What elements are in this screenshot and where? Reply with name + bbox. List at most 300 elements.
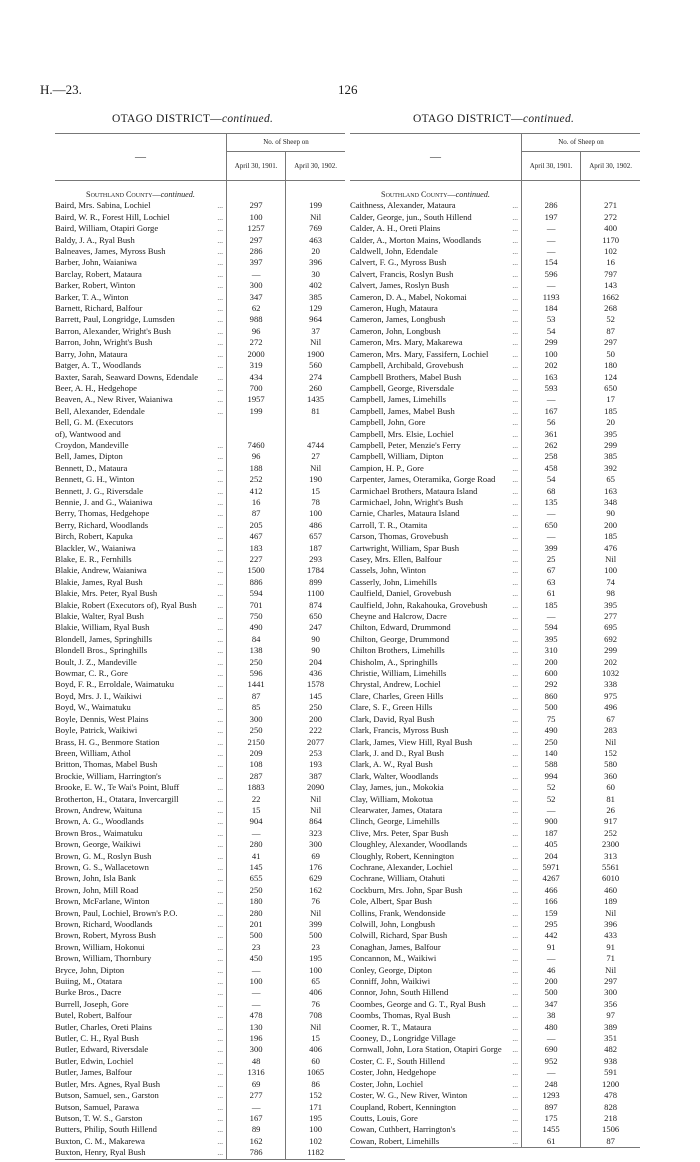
table-row xyxy=(55,1022,345,1033)
sheep-1902: 463 xyxy=(286,235,345,246)
sheep-1901: 1193 xyxy=(522,292,581,303)
owner-name: Baxter, Sarah, Seaward Downs, Edendale xyxy=(55,371,199,382)
leader-dots: ... xyxy=(512,1056,518,1066)
table-row xyxy=(350,965,640,976)
sheep-1902: 152 xyxy=(286,1090,345,1101)
sheep-1901: 600 xyxy=(522,668,581,679)
sheep-1901: 202 xyxy=(522,360,581,371)
owner-name: Coster, John, Lochiel xyxy=(350,1078,424,1089)
owner-name: Bennett, J. G., Riversdale xyxy=(55,485,144,496)
sheep-1901: 201 xyxy=(227,919,286,930)
sheep-1901: 295 xyxy=(522,919,581,930)
owner-name: Cochrane, Alexander, Lochiel xyxy=(350,861,453,872)
owner-name: Coupland, Robert, Kennington xyxy=(350,1101,456,1112)
table-row xyxy=(55,668,345,679)
table-row xyxy=(350,987,640,998)
owner-name: Baird, W. R., Forest Hill, Lochiel xyxy=(55,211,170,222)
leader-dots: ... xyxy=(217,1034,223,1044)
owner-name: Brown, G. M., Roslyn Bush xyxy=(55,850,152,861)
owner-name: Butler, Mrs. Agnes, Ryal Bush xyxy=(55,1078,161,1089)
sheep-1902: Nil xyxy=(581,737,640,748)
sheep-1902: 1065 xyxy=(286,1067,345,1078)
owner-name: Clark, Francis, Myross Bush xyxy=(350,725,449,736)
leader-dots: ... xyxy=(512,269,518,279)
sheep-1902: 15 xyxy=(286,1033,345,1044)
sheep-1901: 500 xyxy=(522,987,581,998)
table-row xyxy=(350,200,640,211)
sheep-count-header: No. of Sheep on xyxy=(522,134,641,152)
leader-dots: ... xyxy=(512,486,518,496)
table-row xyxy=(55,634,345,645)
table-row xyxy=(350,417,640,428)
sheep-1902: 65 xyxy=(286,976,345,987)
sheep-1901: — xyxy=(522,1067,581,1078)
table-row xyxy=(350,520,640,531)
sheep-1902: 102 xyxy=(581,246,640,257)
owner-name: Butel, Robert, Balfour xyxy=(55,1010,132,1021)
sheep-1902: 1032 xyxy=(581,668,640,679)
table-row xyxy=(350,691,640,702)
owner-name: Carmichael, John, Wright's Bush xyxy=(350,496,463,507)
sheep-1901: 197 xyxy=(522,212,581,223)
sheep-1902: 2300 xyxy=(581,839,640,850)
owner-name: Coombs, Thomas, Ryal Bush xyxy=(350,1010,451,1021)
sheep-1902: 102 xyxy=(286,1136,345,1147)
leader-dots: ... xyxy=(217,669,223,679)
table-row xyxy=(350,919,640,930)
owner-name: Chisholm, A., Springhills xyxy=(350,656,438,667)
sheep-1901: 594 xyxy=(522,622,581,633)
sheep-1902: 975 xyxy=(581,691,640,702)
sheep-1902: 90 xyxy=(581,508,640,519)
leader-dots: ... xyxy=(217,406,223,416)
section-spacer xyxy=(522,181,581,201)
sheep-1901: 588 xyxy=(522,759,581,770)
left-table-body xyxy=(55,134,345,1160)
table-row xyxy=(350,930,640,941)
table-row xyxy=(350,1124,640,1135)
table-row xyxy=(55,246,345,257)
table-row xyxy=(350,885,640,896)
sheep-1902: 1170 xyxy=(581,235,640,246)
owner-name: Collins, Frank, Wendonside xyxy=(350,907,446,918)
sheep-1901: 167 xyxy=(522,406,581,417)
sheep-1901: 200 xyxy=(522,657,581,668)
owner-name: Conniff, John, Waikiwi xyxy=(350,976,431,987)
leader-dots: ... xyxy=(512,805,518,815)
table-row xyxy=(350,565,640,576)
sheep-1902: 874 xyxy=(286,600,345,611)
leader-dots: ... xyxy=(512,258,518,268)
sheep-1901: 1455 xyxy=(522,1124,581,1135)
sheep-1902: 385 xyxy=(581,451,640,462)
sheep-1901: 310 xyxy=(522,645,581,656)
leader-dots: ... xyxy=(512,737,518,747)
sheep-1902: 20 xyxy=(581,417,640,428)
owner-name: Baird, William, Otapiri Gorge xyxy=(55,223,159,234)
leader-dots: ... xyxy=(512,908,518,918)
sheep-1902: 400 xyxy=(581,223,640,234)
sheep-count-header: No. of Sheep on xyxy=(227,134,346,152)
sheep-1901: 167 xyxy=(227,1113,286,1124)
sheep-1901: 988 xyxy=(227,314,286,325)
sheep-1902: 297 xyxy=(581,976,640,987)
leader-dots: ... xyxy=(512,680,518,690)
leader-dots: ... xyxy=(217,258,223,268)
table-row xyxy=(55,679,345,690)
table-row xyxy=(55,828,345,839)
leader-dots: ... xyxy=(217,201,223,211)
sheep-1901: — xyxy=(227,999,286,1010)
leader-dots: ... xyxy=(217,520,223,530)
sheep-1901: 63 xyxy=(522,577,581,588)
owner-name: Bell, James, Dipton xyxy=(55,451,123,462)
sheep-1901: 300 xyxy=(227,280,286,291)
leader-dots: ... xyxy=(512,372,518,382)
owner-name: Brown Bros., Waimatuku xyxy=(55,827,143,838)
table-row xyxy=(350,645,640,656)
sheep-1901: 100 xyxy=(227,976,286,987)
sheep-1901: 16 xyxy=(227,497,286,508)
leader-dots: ... xyxy=(512,281,518,291)
table-row xyxy=(350,383,640,394)
leader-dots: ... xyxy=(512,942,518,952)
leader-dots: ... xyxy=(512,874,518,884)
owner-name: Casey, Mrs. Ellen, Balfour xyxy=(350,554,442,564)
sheep-1902: 351 xyxy=(581,1033,640,1044)
owner-name: Clearwater, James, Otatara xyxy=(350,804,443,815)
owner-name: Cochrane, William, Otahuti xyxy=(350,873,445,884)
leader-dots: ... xyxy=(141,1147,227,1159)
table-row xyxy=(55,645,345,656)
table-row xyxy=(350,474,640,485)
owner-name: Brown, A. G., Woodlands xyxy=(55,816,144,827)
table-row xyxy=(55,314,345,325)
sheep-1902: Nil xyxy=(286,212,345,223)
sheep-1901: 130 xyxy=(227,1022,286,1033)
table-row xyxy=(55,839,345,850)
leader-dots: ... xyxy=(217,440,223,450)
owner-name: Butler, C. H., Ryal Bush xyxy=(55,1033,139,1044)
owner-name: Caulfield, Daniel, Grovebush xyxy=(350,588,452,599)
sheep-1902: Nil xyxy=(286,1022,345,1033)
owner-name: Bennett, D., Mataura xyxy=(55,462,128,473)
owner-name: Cockburn, Mrs. John, Spar Bush xyxy=(350,884,463,895)
table-row xyxy=(350,463,640,474)
sheep-1901: 46 xyxy=(522,965,581,976)
sheep-1902: 323 xyxy=(286,828,345,839)
leader-dots: ... xyxy=(512,885,518,895)
sheep-1902: 6010 xyxy=(581,873,640,884)
sheep-1901: 184 xyxy=(522,303,581,314)
sheep-1901: 154 xyxy=(522,257,581,268)
leader-dots: ... xyxy=(512,897,518,907)
table-row xyxy=(350,360,640,371)
table-row xyxy=(350,1056,640,1067)
sheep-1901: 1500 xyxy=(227,565,286,576)
leader-dots: ... xyxy=(217,794,223,804)
sheep-1901: 886 xyxy=(227,577,286,588)
sheep-1902: 348 xyxy=(581,497,640,508)
leader-dots: ... xyxy=(512,817,518,827)
sheep-1901: 187 xyxy=(522,828,581,839)
leader-dots: ... xyxy=(217,657,223,667)
leader-dots: ... xyxy=(217,475,223,485)
sheep-1901: 87 xyxy=(227,508,286,519)
table-row xyxy=(350,451,640,462)
sheep-1901: 361 xyxy=(522,429,581,440)
leader-dots: ... xyxy=(217,885,223,895)
sheep-1901: 490 xyxy=(227,622,286,633)
table-row xyxy=(55,759,345,770)
sheep-1902: 20 xyxy=(286,246,345,257)
sheep-1901: 196 xyxy=(227,1033,286,1044)
table-row xyxy=(55,816,345,827)
owner-name: Coster, John, Hedgehope xyxy=(350,1067,437,1078)
sheep-1901: 185 xyxy=(522,600,581,611)
owner-name: Barber, John, Waianiwa xyxy=(55,257,137,268)
sheep-1902: 629 xyxy=(286,873,345,884)
table-row xyxy=(350,953,640,964)
sheep-1901: — xyxy=(227,828,286,839)
sheep-1901: 1257 xyxy=(227,223,286,234)
sheep-1902: 797 xyxy=(581,269,640,280)
sheep-1902: 268 xyxy=(581,303,640,314)
table-row xyxy=(350,337,640,348)
sheep-1901: 204 xyxy=(522,851,581,862)
table-row xyxy=(350,759,640,770)
sheep-1901: 68 xyxy=(522,486,581,497)
owner-name: Campbell, John, Gore xyxy=(350,417,426,428)
sheep-1902: 171 xyxy=(286,1102,345,1113)
table-row xyxy=(55,942,345,953)
leader-dots: ... xyxy=(512,566,518,576)
leader-dots: ... xyxy=(512,703,518,713)
owner-name: Boyle, Dennis, West Plains xyxy=(55,713,149,724)
table-row xyxy=(350,543,640,554)
sheep-1901: — xyxy=(522,1033,581,1044)
table-row xyxy=(350,657,640,668)
sheep-1902: 478 xyxy=(581,1090,640,1101)
leader-dots: ... xyxy=(512,623,518,633)
table-row xyxy=(55,805,345,816)
sheep-1902: 2077 xyxy=(286,737,345,748)
leader-dots: ... xyxy=(217,954,223,964)
owner-name: Brown, Andrew, Waituna xyxy=(55,804,142,815)
leader-dots: ... xyxy=(217,988,223,998)
sheep-1902: 67 xyxy=(581,714,640,725)
owner-name: Clay, James, jun., Mokokia xyxy=(350,782,444,793)
owner-name: Caithness, Alexander, Mataura xyxy=(350,200,456,211)
table-row xyxy=(350,873,640,884)
sheep-1901: 41 xyxy=(227,851,286,862)
leader-dots: ... xyxy=(512,954,518,964)
table-row xyxy=(350,429,640,440)
sheep-1901: 162 xyxy=(227,1136,286,1147)
table-row xyxy=(350,771,640,782)
sheep-1902: 1200 xyxy=(581,1079,640,1090)
table-row xyxy=(55,714,345,725)
sheep-1902: 50 xyxy=(581,349,640,360)
leader-dots: ... xyxy=(512,794,518,804)
sheep-1901: 442 xyxy=(522,930,581,941)
leader-dots: ... xyxy=(512,1113,518,1123)
sheep-1902: 300 xyxy=(581,987,640,998)
table-row xyxy=(350,508,640,519)
leader-dots: ... xyxy=(512,304,518,314)
sheep-1902: 124 xyxy=(581,372,640,383)
sheep-1902: 129 xyxy=(286,303,345,314)
owner-name: Clay, William, Mokotua xyxy=(350,793,433,804)
sheep-1901: 22 xyxy=(227,794,286,805)
sheep-1902: Nil xyxy=(581,554,640,565)
leader-dots: ... xyxy=(512,349,518,359)
table-row xyxy=(55,885,345,896)
table-row xyxy=(55,292,345,303)
owner-name: Brown, William, Hokonui xyxy=(55,941,145,952)
table-row xyxy=(55,463,345,474)
sheep-1901: 1883 xyxy=(227,782,286,793)
owner-name: Campbell Brothers, Mabel Bush xyxy=(350,371,462,382)
table-row xyxy=(55,588,345,599)
owner-name: Connor, John, South Hillend xyxy=(350,987,449,998)
sheep-1902: 1182 xyxy=(286,1147,345,1159)
owner-name: Bennie, J. and G., Waianiwa xyxy=(55,496,153,507)
table-row xyxy=(55,200,345,211)
owner-name: Blondell, James, Springhills xyxy=(55,633,152,644)
sheep-1901: 655 xyxy=(227,873,286,884)
table-row xyxy=(350,816,640,827)
column-dash: — xyxy=(55,134,227,181)
sheep-1901: 286 xyxy=(522,200,581,211)
table-row xyxy=(350,1067,640,1078)
sheep-1902: 293 xyxy=(286,554,345,565)
sheep-1901: 1441 xyxy=(227,679,286,690)
leader-dots: ... xyxy=(512,326,518,336)
sheep-1901: 140 xyxy=(522,748,581,759)
sheep-1901: 952 xyxy=(522,1056,581,1067)
sheep-1902: 253 xyxy=(286,748,345,759)
owner-name: Baird, Mrs. Sabina, Lochiel xyxy=(55,200,151,211)
table-row xyxy=(350,577,640,588)
sheep-1902: 274 xyxy=(286,372,345,383)
leader-dots: ... xyxy=(512,828,518,838)
sheep-1901: — xyxy=(522,280,581,291)
sheep-1902: 864 xyxy=(286,816,345,827)
table-row xyxy=(55,691,345,702)
leader-dots: ... xyxy=(512,452,518,462)
sheep-1902: 250 xyxy=(286,702,345,713)
sheep-1901: 69 xyxy=(227,1079,286,1090)
table-row xyxy=(350,497,640,508)
right-column xyxy=(350,133,640,1148)
owner-name: Boyd, F. R., Erroldale, Waimatuku xyxy=(55,679,174,690)
owner-name: Coster, W. G., New River, Winton xyxy=(350,1090,468,1101)
leader-dots: ... xyxy=(217,965,223,975)
sheep-1901: 175 xyxy=(522,1113,581,1124)
sheep-1901: 2000 xyxy=(227,349,286,360)
table-row xyxy=(55,908,345,919)
table-row xyxy=(55,349,345,360)
table-row xyxy=(55,508,345,519)
sheep-1901: 405 xyxy=(522,839,581,850)
owner-name: Blakie, Andrew, Waianiwa xyxy=(55,565,147,576)
table-row xyxy=(350,725,640,736)
table-row xyxy=(55,702,345,713)
sheep-1901: 67 xyxy=(522,565,581,576)
sheep-1901: 250 xyxy=(227,885,286,896)
section-header-row xyxy=(350,181,640,201)
sheep-1901: 135 xyxy=(522,497,581,508)
owner-name: Cameron, Mrs. Mary, Fassifern, Lochiel xyxy=(350,348,489,359)
sheep-1901: 5971 xyxy=(522,862,581,873)
leader-dots: ... xyxy=(512,395,518,405)
sheep-1901: — xyxy=(522,394,581,405)
owner-name: Brown, Robert, Myross Bush xyxy=(55,930,156,941)
table-row xyxy=(55,417,345,451)
right-sheep-table xyxy=(350,133,640,1148)
sheep-1902: 385 xyxy=(286,292,345,303)
owner-name: Britton, Thomas, Mabel Bush xyxy=(55,759,158,770)
left-column xyxy=(55,133,345,1160)
leader-dots: ... xyxy=(217,999,223,1009)
leader-dots: ... xyxy=(512,497,518,507)
sheep-1902: 4744 xyxy=(286,417,345,451)
sheep-1902: 433 xyxy=(581,930,640,941)
table-row xyxy=(350,246,640,257)
col-1901-header: April 30, 1901. xyxy=(522,152,581,181)
table-row xyxy=(55,394,345,405)
sheep-1902: 406 xyxy=(286,1044,345,1055)
sheep-1901: 280 xyxy=(227,839,286,850)
owner-name: Barron, Alexander, Wright's Bush xyxy=(55,325,171,336)
leader-dots: ... xyxy=(217,691,223,701)
table-row xyxy=(55,1010,345,1021)
sheep-1901: 299 xyxy=(522,337,581,348)
table-row xyxy=(350,269,640,280)
sheep-1902: Nil xyxy=(286,794,345,805)
leader-dots: ... xyxy=(512,224,518,234)
leader-dots: ... xyxy=(217,874,223,884)
sheep-1902: 17 xyxy=(581,394,640,405)
leader-dots: ... xyxy=(217,646,223,656)
leader-dots: ... xyxy=(512,589,518,599)
table-row xyxy=(350,862,640,873)
leader-dots: ... xyxy=(512,965,518,975)
sheep-1902: 176 xyxy=(286,862,345,873)
sheep-1902: 560 xyxy=(286,360,345,371)
table-row xyxy=(350,1044,640,1055)
sheep-1901: 650 xyxy=(522,520,581,531)
leader-dots: ... xyxy=(512,440,518,450)
sheep-1901: 25 xyxy=(522,554,581,565)
leader-dots: ... xyxy=(217,543,223,553)
sheep-1901: — xyxy=(227,965,286,976)
sheep-1901: 300 xyxy=(227,714,286,725)
leader-dots: ... xyxy=(217,931,223,941)
table-row xyxy=(350,440,640,451)
sheep-1901: 347 xyxy=(522,999,581,1010)
owner-name: Brockie, William, Harrington's xyxy=(55,770,162,781)
owner-name: Brown, Paul, Lochiel, Brown's P.O. xyxy=(55,907,178,918)
leader-dots: ... xyxy=(217,623,223,633)
owner-name: Brown, John, Isla Bank xyxy=(55,873,136,884)
sheep-1901: 250 xyxy=(227,725,286,736)
sheep-1901: 96 xyxy=(227,326,286,337)
sheep-1901: 480 xyxy=(522,1022,581,1033)
sheep-1901: 500 xyxy=(227,930,286,941)
owner-name: Clark, Walter, Woodlands xyxy=(350,770,439,781)
